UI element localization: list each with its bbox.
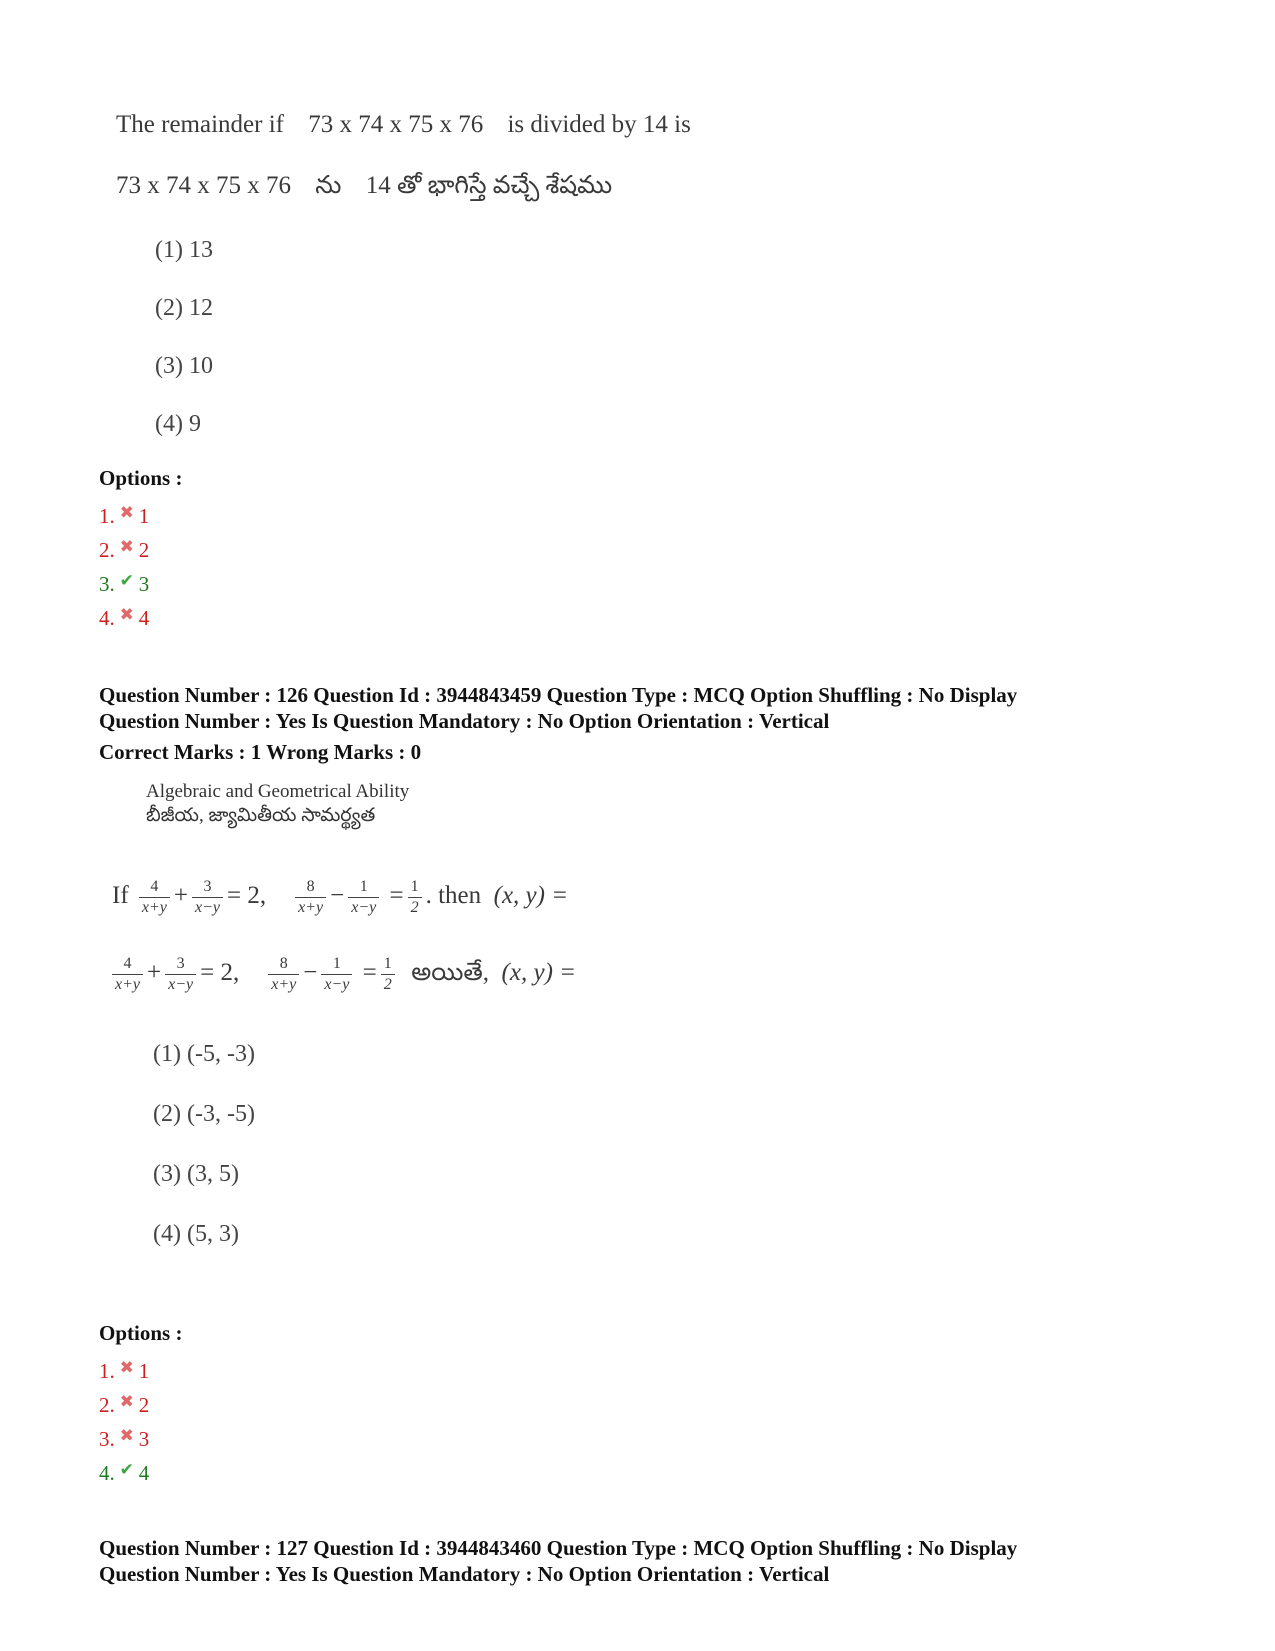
wrong-icon: ✖ [119,1392,134,1411]
stem-te-text: 14 తో భాగిస్తే వచ్చే శేషము [365,172,613,199]
section-heading-telugu: బీజీయ, జ్యామితీయ సామర్థ్యత [146,805,376,826]
option-row [99,534,149,568]
result-expression: (x, y) = [501,959,577,987]
stem-expression: 73 x 74 x 75 x 76 [308,111,484,138]
choice-4: (4) 9 [155,411,201,437]
then-word: . then [425,882,482,910]
option-number: 2. [99,1393,115,1417]
choice-1: (1) 13 [155,237,213,263]
option-value: 2 [138,1393,150,1417]
result-expression: (x, y) = [493,882,569,910]
section-heading-english: Algebraic and Geometrical Ability [146,781,410,802]
question-meta-line-1: Question Number : 126 Question Id : 3944843459 Question Type : MCQ Option Shuffling : No Display [99,683,1018,707]
stem-expression-te: 73 x 74 x 75 x 76 [116,172,291,199]
option-row [99,1389,149,1423]
wrong-icon: ✖ [119,1358,134,1377]
fraction: $\frac{4}{x+y}$ [139,878,170,917]
option-value: 2 [138,538,150,562]
options-label: Options : [99,466,183,490]
option-value: 3 [138,1427,150,1451]
check-icon: ✔ [119,571,134,590]
fraction: $\frac{1}{x-y}$ [348,878,379,917]
option-value: 4 [138,1461,150,1485]
fraction: $\frac{4}{x+y}$ [112,955,143,994]
option-number: 3. [99,572,115,596]
if-word: If [112,882,129,910]
options-list [99,500,149,636]
option-row [99,568,149,602]
question-meta-line-1: Question Number : 127 Question Id : 3944843460 Question Type : MCQ Option Shuffling : No Display [99,1536,1018,1560]
fraction: $\frac{1}{2}$ [408,878,422,917]
section-heading [146,780,409,828]
wrong-icon: ✖ [119,1426,134,1445]
check-icon: ✔ [119,1460,134,1479]
fraction: $\frac{1}{x-y}$ [321,955,352,994]
option-number: 3. [99,1427,115,1451]
option-value: 3 [138,572,150,596]
fraction: $\frac{8}{x+y}$ [268,955,299,994]
option-number: 1. [99,504,115,528]
options-list [99,1355,149,1491]
choice-2: (2) 12 [155,295,213,321]
fraction: $\frac{3}{x-y}$ [192,878,223,917]
option-number: 4. [99,606,115,630]
choice-3: (3) (3, 5) [153,1161,239,1187]
question-marks: Correct Marks : 1 Wrong Marks : 0 [99,740,422,764]
stem-te-word: ను [315,172,342,199]
option-value: 1 [138,504,150,528]
options-label: Options : [99,1321,183,1345]
stem-text-2: is divided by 14 is [507,111,691,138]
option-row [99,1423,149,1457]
wrong-icon: ✖ [119,537,134,556]
option-number: 2. [99,538,115,562]
equation-stem-telugu: $\frac{4}{x+y}$ + $\frac{3}{x-y}$ = 2, $\frac{8}{x+y}$ − $\frac{1}{x-y}$ = $\frac{1}{2}$ అయితే, (x, y) = [108,955,576,994]
wrong-icon: ✖ [119,605,134,624]
option-number: 1. [99,1359,115,1383]
option-row [99,1355,149,1389]
option-number: 4. [99,1461,115,1485]
question-meta-line-2: Question Number : Yes Is Question Mandatory : No Option Orientation : Vertical [99,1562,830,1586]
choice-3: (3) 10 [155,353,213,379]
question-stem-english [116,111,691,139]
then-word-telugu: అయితే, [411,959,490,987]
choice-2: (2) (-3, -5) [153,1101,255,1127]
option-row [99,500,149,534]
option-value: 4 [138,606,150,630]
fraction: $\frac{3}{x-y}$ [165,955,196,994]
choice-4: (4) (5, 3) [153,1221,239,1247]
question-stem-telugu [116,172,612,206]
stem-text-1: The remainder if [116,111,284,138]
wrong-icon: ✖ [119,503,134,522]
question-meta-line-2: Question Number : Yes Is Question Mandatory : No Option Orientation : Vertical [99,709,830,733]
option-row [99,1457,149,1491]
fraction: $\frac{1}{2}$ [381,955,395,994]
option-value: 1 [138,1359,150,1383]
equation-stem-english: If $\frac{4}{x+y}$ + $\frac{3}{x-y}$ = 2, $\frac{8}{x+y}$ − $\frac{1}{x-y}$ = $\frac{1}{2}$ . then (x, y) = [112,878,569,916]
choice-1: (1) (-5, -3) [153,1041,255,1067]
option-row [99,602,149,636]
fraction: $\frac{8}{x+y}$ [295,878,326,917]
